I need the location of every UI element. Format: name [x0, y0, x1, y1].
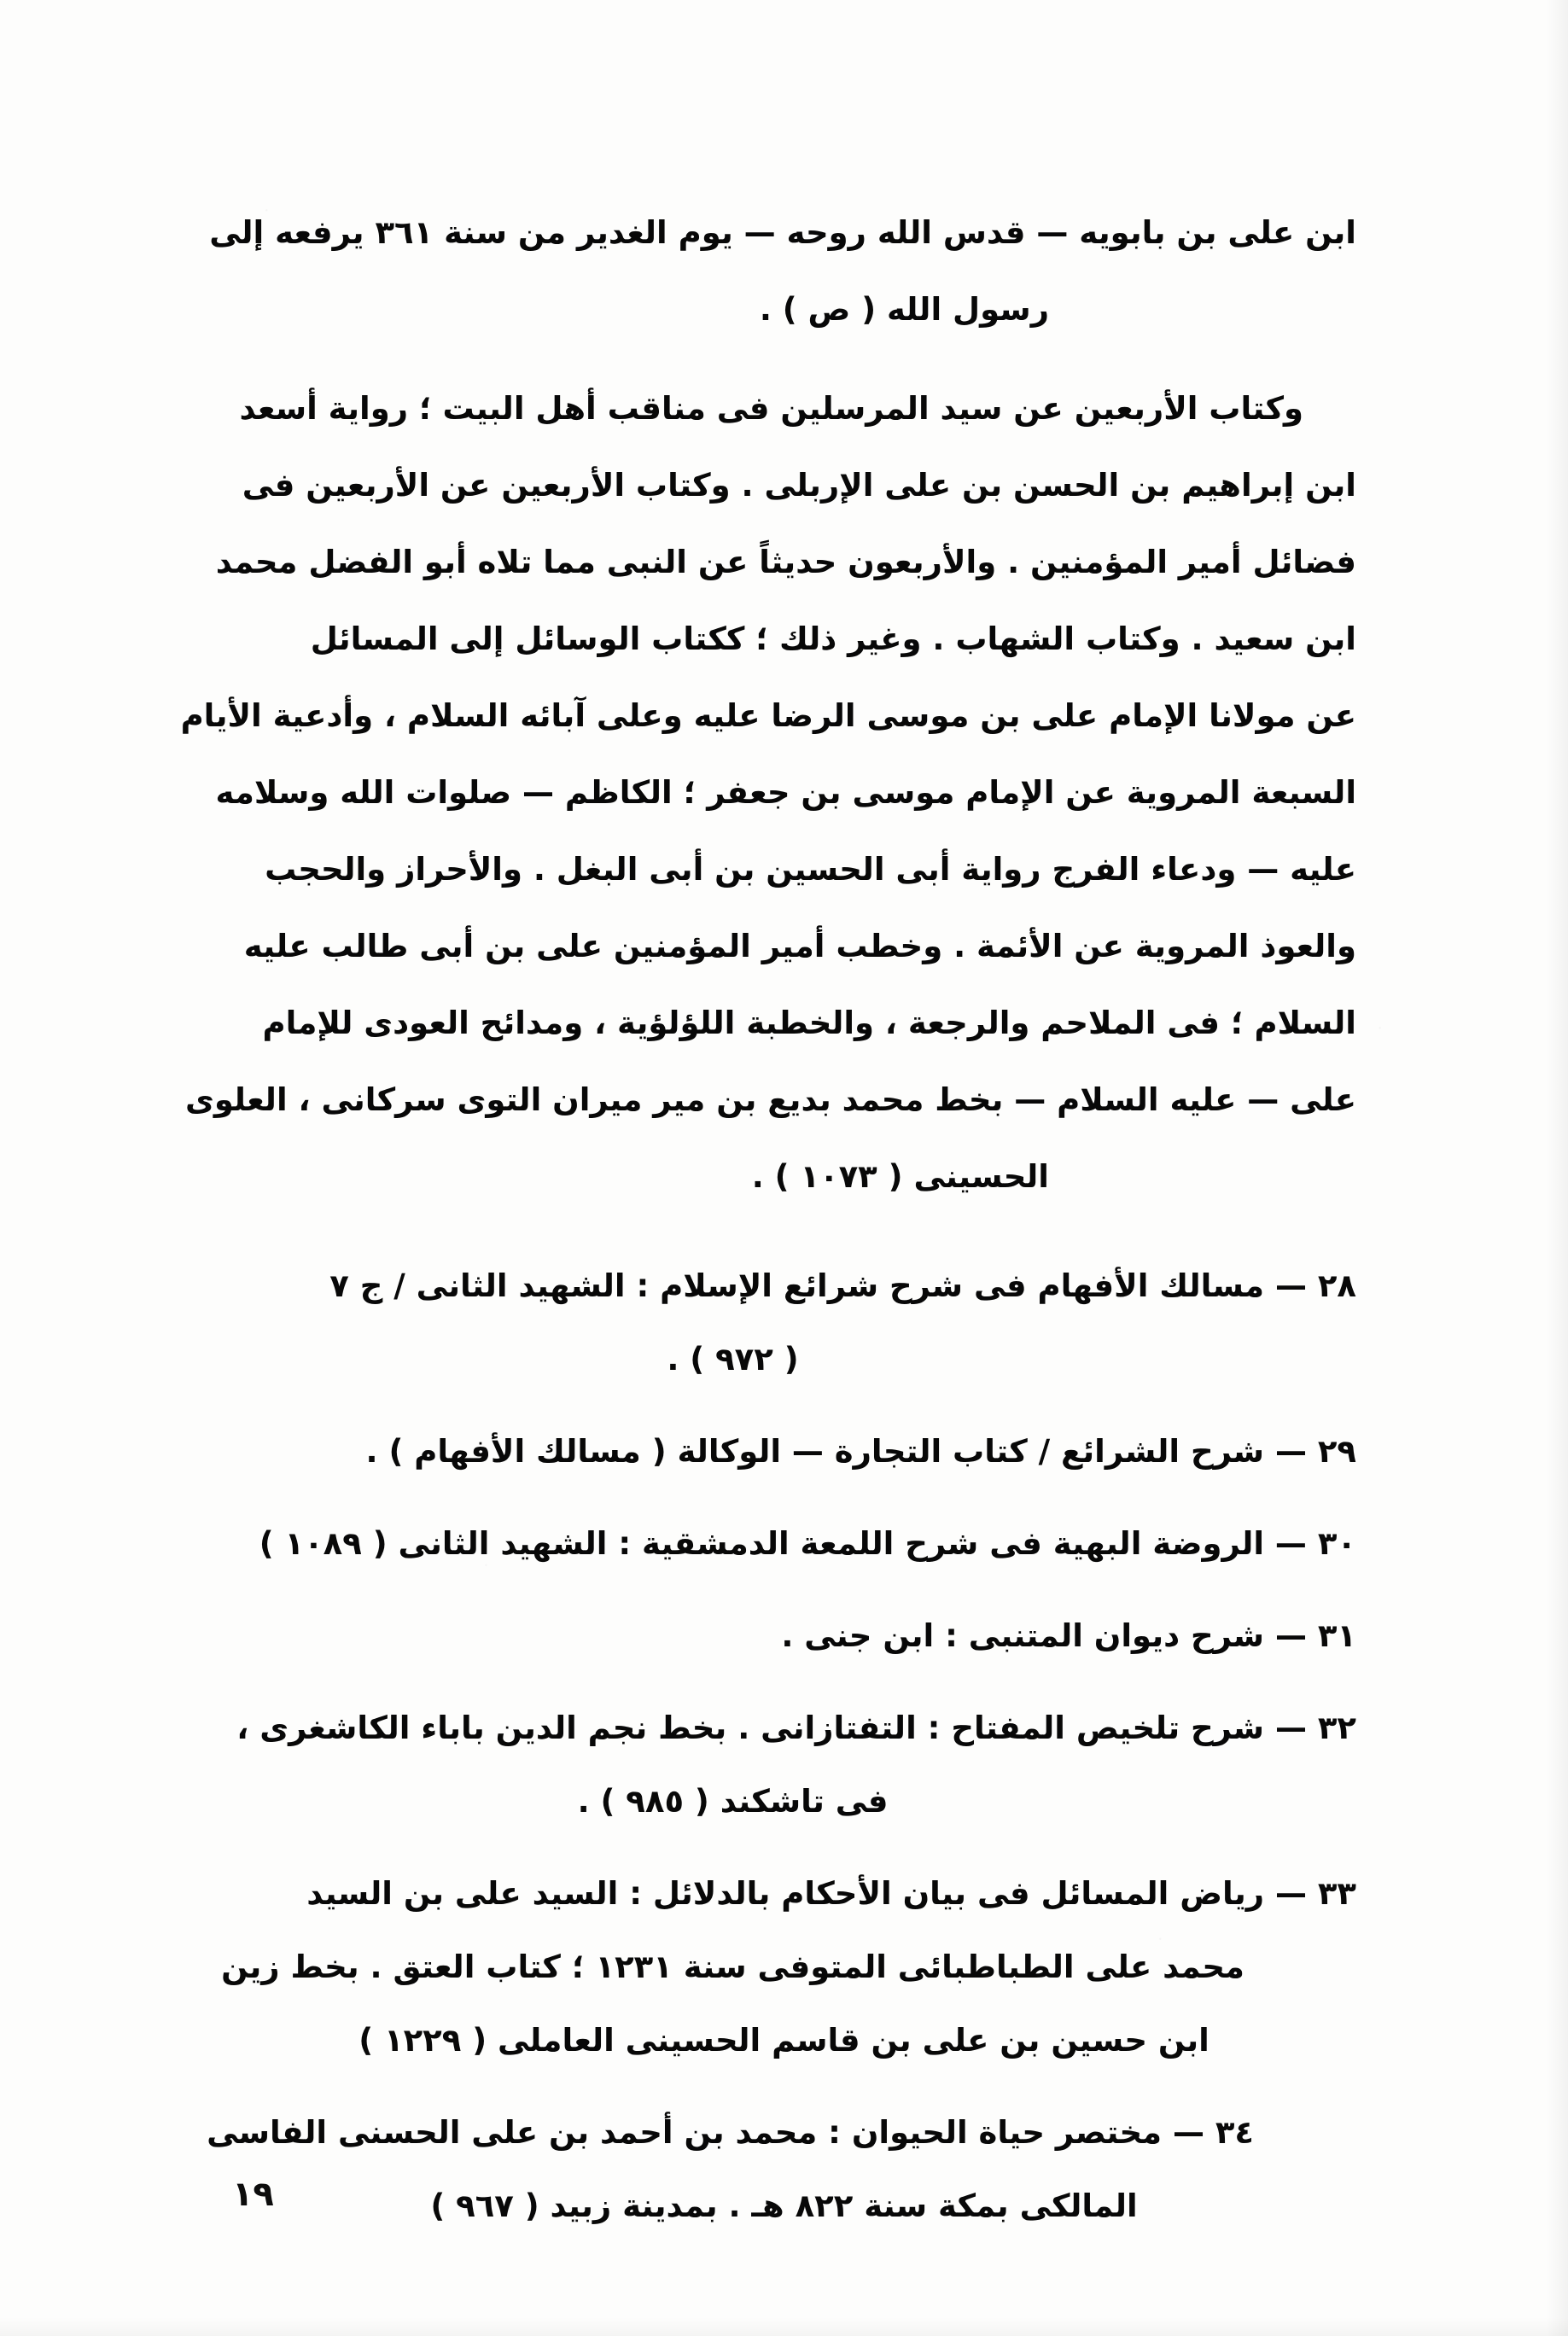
bibliography-entry-34 [207, 2096, 1356, 2243]
spacer-30-31 [212, 1586, 1356, 1599]
entry-33-line-2-text: محمد على الطباطبائى المتوفى سنة ١٢٣١ ؛ كتاب العتق . بخط زين [221, 1949, 1244, 1985]
entry-32-line-2 [212, 1765, 1356, 1838]
paragraph-main-line-11 [212, 1139, 1356, 1215]
spacer-29-30 [212, 1494, 1356, 1507]
entry-28-line-2-text: ( ٩٧٢ ) . [667, 1341, 799, 1378]
paragraph-main-line-11-text: الحسينى ( ١٠٧٣ ) . [751, 1158, 1049, 1195]
entry-34-line-2-text: المالكى بمكة سنة ٨٢٢ هـ . بمدينة زبيد ( ٩٦٧ ) [430, 2187, 1138, 2224]
paragraph-main-line-10: على — عليه السلام — بخط محمد بديع بن مير ميران التوى سركانى ، العلوى [184, 1081, 1356, 1118]
entry-32-line-1: ٣٢ — شرح تلخيص المفتاح : التفتازانى . بخط نجم الدين باباء الكاشغرى ، [236, 1710, 1356, 1746]
entry-32-line-2-text: فى تاشكند ( ٩٨٥ ) . [577, 1783, 889, 1820]
entry-28-line-1: ٢٨ — مسالك الأفهام فى شرح شرائع الإسلام : الشهيد الثانى / ج ٧ [329, 1267, 1356, 1304]
entry-34-line-2 [212, 2170, 1356, 2243]
paragraph-top [209, 195, 1356, 348]
paragraph-main-line-6: السبعة المروية عن الإمام موسى بن جعفر ؛ الكاظم — صلوات الله وسلامه [215, 774, 1356, 811]
paragraph-main-line-7: عليه — ودعاء الفرج رواية أبى الحسين بن أبى البغل . والأحراز والحجب [265, 851, 1356, 888]
paragraph-main-line-9: السلام ؛ فى الملاحم والرجعة ، والخطبة اللؤلؤية ، ومدائح العودى للإمام [262, 1005, 1356, 1041]
spacer-33-34 [212, 2083, 1356, 2096]
entry-34-line-1-text: ٣٤ — مختصر حياة الحيوان : محمد بن أحمد بن على الحسنى الفاسى [207, 2114, 1254, 2151]
bibliography-entry-28 [212, 1250, 1356, 1396]
spacer-after-top-paragraph [212, 348, 1356, 370]
bibliography-entry-29 [212, 1415, 1356, 1488]
entry-31-line-1: ٣١ — شرح ديوان المتنبى : ابن جنى . [781, 1617, 1356, 1654]
paragraph-top-line-2 [212, 271, 1356, 348]
paragraph-main [180, 370, 1356, 1215]
bibliography-entry-31 [212, 1599, 1356, 1673]
entry-30-line-1: ٣٠ — الروضة البهية فى شرح اللمعة الدمشقية : الشهيد الثانى ( ١٠٨٩ ) [259, 1525, 1356, 1562]
entry-33-line-2 [212, 1931, 1356, 2004]
entry-33-line-3-text: ابن حسين بن على بن قاسم الحسينى العاملى ( ١٢٢٩ ) [358, 2022, 1210, 2059]
bibliography-entry-30 [212, 1507, 1356, 1581]
scan-edge-shadow-right [1546, 0, 1568, 2336]
page-text-body [180, 195, 1356, 2248]
bibliography-entry-32 [212, 1692, 1356, 1838]
spacer-28-29 [212, 1401, 1356, 1415]
entry-33-line-3 [212, 2004, 1356, 2077]
paragraph-top-line-1: ابن على بن بابويه — قدس الله روحه — يوم الغدير من سنة ٣٦١ يرفعه إلى [209, 214, 1356, 251]
scan-edge-shadow-bottom [0, 2317, 1568, 2336]
entry-28-line-2 [212, 1323, 1356, 1396]
bibliography-entry-33 [212, 1857, 1356, 2077]
paragraph-main-line-5: عن مولانا الإمام على بن موسى الرضا عليه وعلى آبائه السلام ، وأدعية الأيام [180, 697, 1356, 734]
paragraph-main-line-8: والعوذ المروية عن الأئمة . وخطب أمير المؤمنين على بن أبى طالب عليه [243, 928, 1356, 964]
entry-29-line-1: ٢٩ — شرح الشرائع / كتاب التجارة — الوكالة ( مسالك الأفهام ) . [365, 1433, 1356, 1470]
spacer-31-32 [212, 1678, 1356, 1692]
entry-33-line-1: ٣٣ — رياض المسائل فى بيان الأحكام بالدلائل : السيد على بن السيد [306, 1875, 1356, 1912]
paragraph-main-line-2: ابن إبراهيم بن الحسن بن على الإربلى . وكتاب الأربعين عن الأربعين فى [242, 467, 1356, 504]
entry-34-line-1 [207, 2096, 1356, 2170]
page-number: ١٩ [232, 2175, 274, 2214]
paragraph-main-line-3: فضائل أمير المؤمنين . والأربعون حديثاً عن النبى مما تلاه أبو الفضل محمد [215, 544, 1356, 580]
paragraph-main-line-4: ابن سعيد . وكتاب الشهاب . وغير ذلك ؛ ككتاب الوسائل إلى المسائل [310, 620, 1356, 657]
spacer-32-33 [212, 1844, 1356, 1857]
paragraph-top-line-2-text: رسول الله ( ص ) . [759, 291, 1049, 328]
spacer-before-entries [212, 1215, 1356, 1250]
paragraph-main-line-1: وكتاب الأربعين عن سيد المرسلين فى مناقب أهل البيت ؛ رواية أسعد [239, 390, 1303, 427]
